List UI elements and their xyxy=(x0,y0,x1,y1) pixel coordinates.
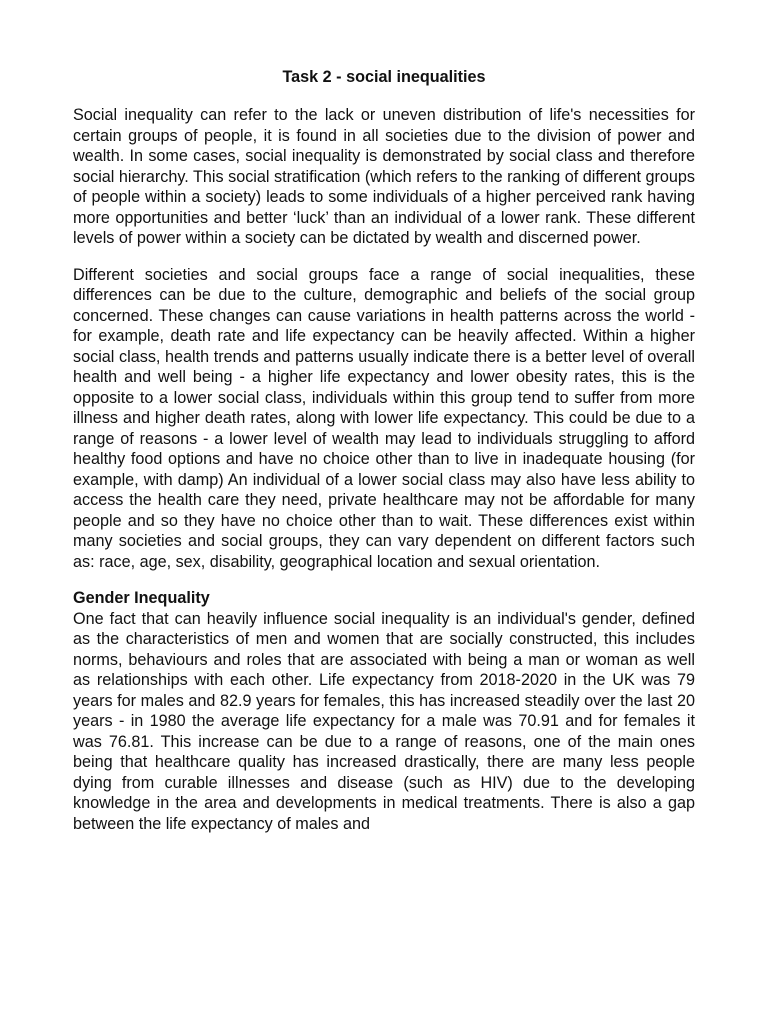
paragraph-social-groups: Different societies and social groups face a range of social inequalities, these differences can be due to the culture, demographic and beliefs of the social group concerned. These changes can cause variations in health patterns across the world - for example, death rate and life expectancy can be heavily affected. Within a higher social class, health trends and patterns usually indicate there is a better level of overall health and well being - a higher life expectancy and lower obesity rates, this is the opposite to a lower social class, individuals within this group tend to suffer from more illness and higher death rates, along with lower life expectancy. This could be due to a range of reasons - a lower level of wealth may lead to individuals struggling to afford healthy food options and have no choice other than to live in inadequate housing (for example, with damp) An individual of a lower social class may also have less ability to access the health care they need, private healthcare may not be affordable for many people and so they have no choice other than to wait. These differences exist within many societies and social groups, they can vary dependent on different factors such as: race, age, sex, disability, geographical location and sexual orientation. xyxy=(73,265,695,571)
document-page xyxy=(73,67,695,834)
document-title: Task 2 - social inequalities xyxy=(282,68,486,86)
section-heading-gender-inequality: Gender Inequality xyxy=(73,589,210,607)
paragraph-social-inequality: Social inequality can refer to the lack or uneven distribution of life's necessities for certain groups of people, it is found in all societies due to the division of power and wealth. In some cases, social inequality is demonstrated by social class and therefore social hierarchy. This social stratification (which refers to the ranking of different groups of people within a society) leads to some individuals of a higher perceived rank having more opportunities and better ‘luck’ than an individual of a lower rank. These different levels of power within a society can be dictated by wealth and discerned power. xyxy=(73,106,695,247)
paragraph-gender-inequality: One fact that can heavily influence social inequality is an individual's gender, defined as the characteristics of men and women that are socially constructed, this includes norms, behaviours and roles that are associated with being a man or woman as well as relationships with each other. Life expectancy from 2018-2020 in the UK was 79 years for males and 82.9 years for females, this has increased steadily over the last 20 years - in 1980 the average life expectancy for a male was 70.91 and for females it was 76.81. This increase can be due to a range of reasons, one of the main ones being that healthcare quality has increased drastically, there are many less people dying from curable illnesses and disease (such as HIV) due to the developing knowledge in the area and developments in medical treatments. There is also a gap between the life expectancy of males and xyxy=(73,609,695,833)
